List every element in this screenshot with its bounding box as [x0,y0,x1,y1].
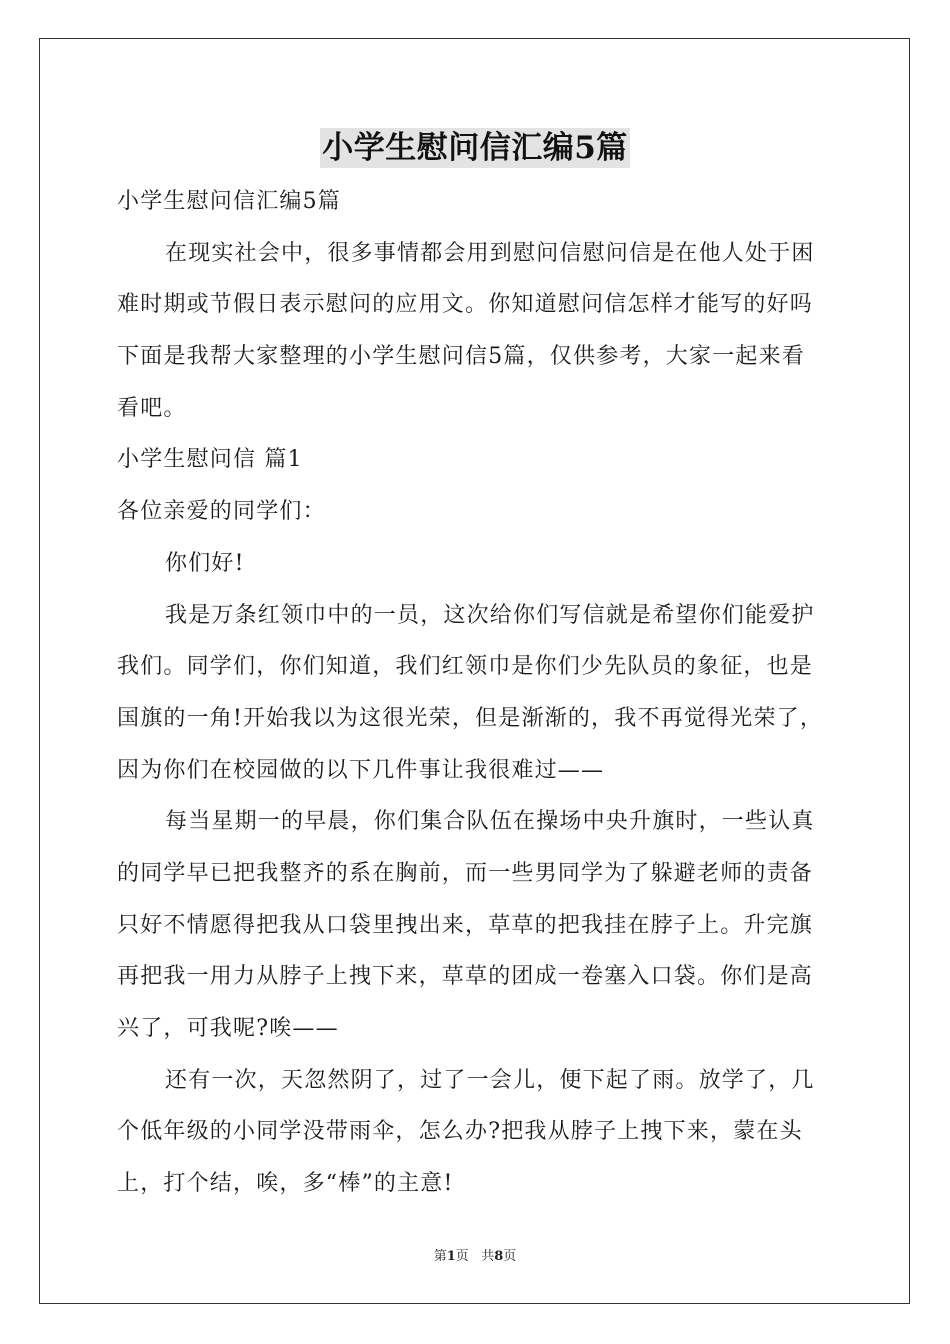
page-current: 1 [446,1249,456,1264]
page-label-post: 页 [503,1249,517,1264]
line: 因为你们在校园做的以下几件事让我很难过—— [117,757,605,783]
page-label-mid: 页 共 [455,1249,495,1264]
line: 还有一次，天忽然阴了，过了一会儿，便下起了雨。放学了，几 [165,1067,815,1093]
document-title: 小学生慰问信汇编5篇 [322,130,628,166]
line: 各位亲爱的同学们： [117,499,326,525]
line: 每当星期一的早晨，你们集合队伍在操场中央升旗时，一些认真 [165,809,815,835]
line: 国旗的一角!开始我以为这很光荣，但是渐渐的，我不再觉得光荣了， [117,705,824,731]
line: 再把我一用力从脖子上拽下来，草草的团成一卷塞入口袋。你们是高 [117,964,814,990]
line: 下面是我帮大家整理的小学生慰问信5篇，仅供参考，大家一起来看 [117,344,805,370]
page-label-pre: 第 [433,1249,447,1264]
line: 看吧。 [117,395,187,421]
page-footer [0,1245,950,1264]
title-container [0,128,950,168]
line: 上，打个结，唉，多“棒”的主意! [117,1171,454,1197]
line: 在现实社会中，很多事情都会用到慰问信慰问信是在他人处于困 [165,240,815,266]
line: 兴了，可我呢?唉—— [117,1016,339,1041]
page-total: 8 [494,1249,504,1264]
line: 我是万条红领巾中的一员，这次给你们写信就是希望你们能爱护 [165,602,815,628]
line: 的同学早已把我整齐的系在胸前，而一些男同学为了躲避老师的责备 [117,860,814,886]
line: 难时期或节假日表示慰问的应用文。你知道慰问信怎样才能写的好吗 [117,292,814,318]
line: 只好不情愿得把我从口袋里拽出来，草草的把我挂在脖子上。升完旗 [117,912,814,938]
line: 个低年级的小同学没带雨伞，怎么办?把我从脖子上拽下来，蒙在头 [117,1119,803,1145]
line: 小学生慰问信 篇1 [117,447,303,473]
line: 你们好! [165,550,245,576]
line: 我们。同学们，你们知道，我们红领巾是你们少先队员的象征，也是 [117,654,814,680]
line: 小学生慰问信汇编5篇 [117,189,341,214]
document-body [117,176,837,1210]
